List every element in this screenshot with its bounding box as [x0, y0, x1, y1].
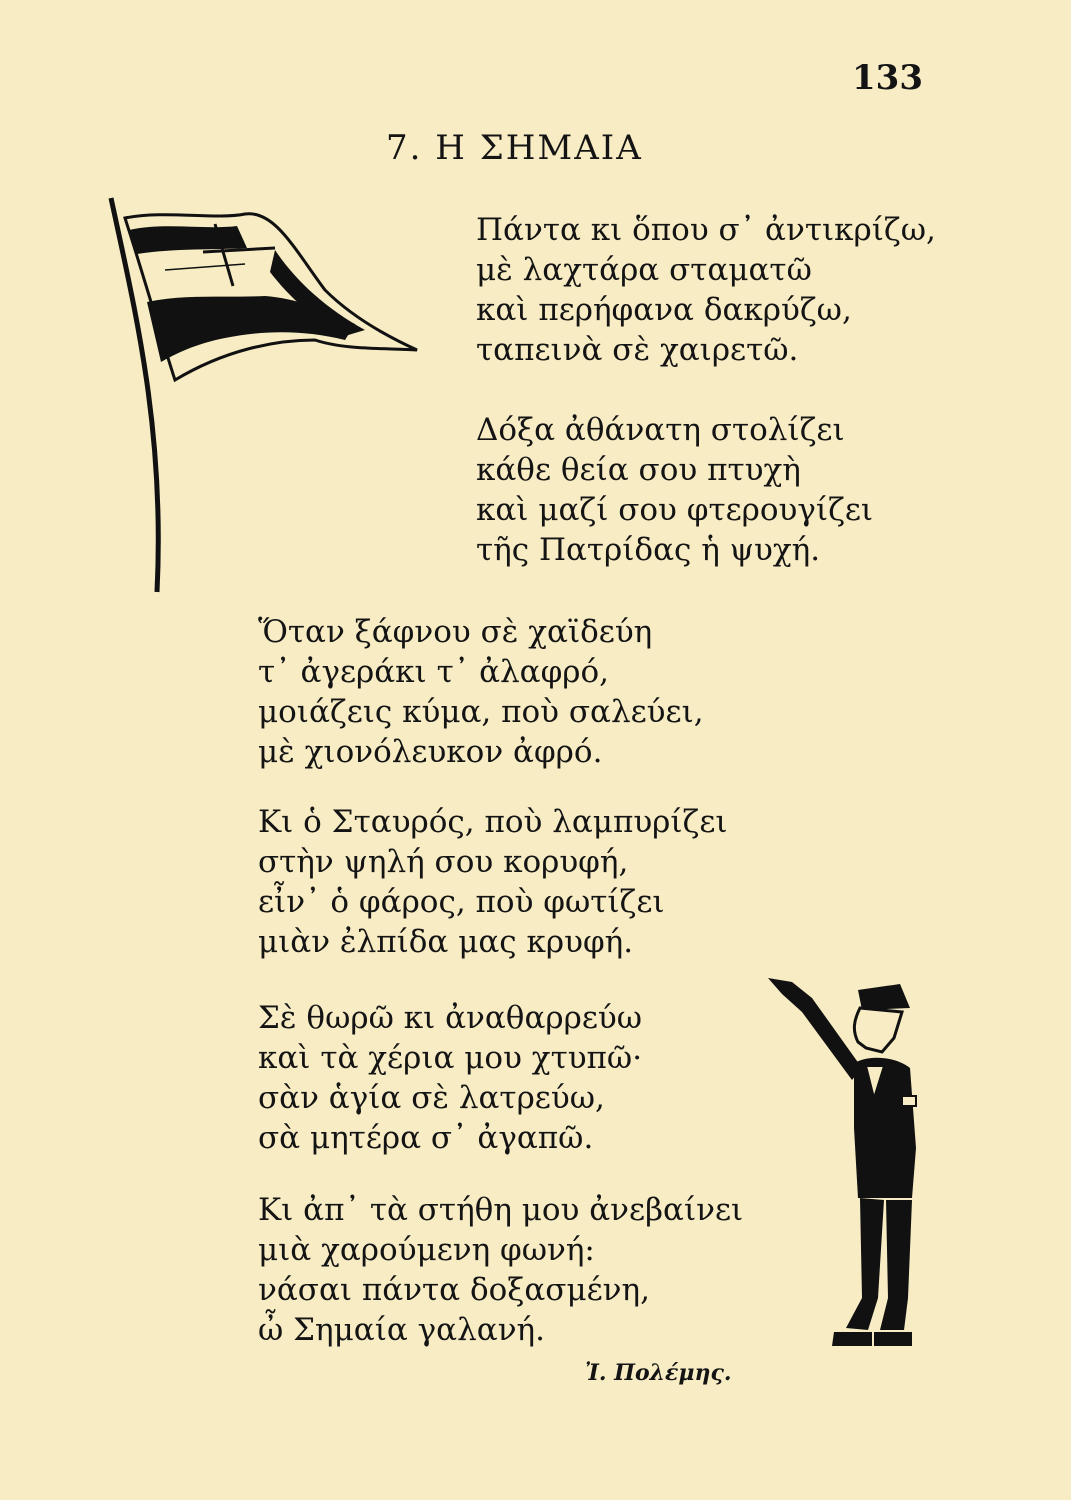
- verse-line: Ὅταν ξάφνου σὲ χαϊδεύη: [258, 614, 653, 650]
- saluting-boy-illustration: [762, 968, 922, 1368]
- verse-line: ταπεινὰ σὲ χαιρετῶ.: [476, 332, 799, 368]
- verse-line: εἶν᾽ ὁ φάρος, ποὺ φωτίζει: [258, 884, 665, 920]
- verse-line: μοιάζεις κύμα, ποὺ σαλεύει,: [258, 694, 704, 730]
- page-number: 133: [852, 58, 923, 98]
- verse-line: καὶ περήφανα δακρύζω,: [476, 292, 852, 328]
- stanza-3: [258, 612, 704, 772]
- verse-line: καὶ τὰ χέρια μου χτυπῶ·: [258, 1040, 643, 1076]
- verse-line: μιὰν ἐλπίδα μας κρυφή.: [258, 924, 634, 960]
- verse-line: καὶ μαζί σου φτερουγίζει: [476, 492, 874, 528]
- verse-line: σὰν ἁγία σὲ λατρεύω,: [258, 1080, 605, 1116]
- verse-line: σὰ μητέρα σ᾽ ἀγαπῶ.: [258, 1120, 594, 1156]
- stanza-6: [258, 1190, 743, 1350]
- verse-line: Κι ἀπ᾽ τὰ στήθη μου ἀνεβαίνει: [258, 1192, 744, 1228]
- verse-line: Πάντα κι ὅπου σ᾽ ἀντικρίζω,: [476, 212, 936, 248]
- verse-line: ὦ Σημαία γαλανή.: [258, 1312, 545, 1348]
- poem-title: 7. Η ΣΗΜΑΙΑ: [386, 128, 643, 168]
- stanza-2: [476, 410, 873, 570]
- stanza-1: [476, 210, 936, 370]
- verse-line: μὲ χιονόλευκον ἀφρό.: [258, 734, 603, 770]
- stanza-5: [258, 998, 642, 1158]
- author-signature: Ἰ. Πολέμης.: [585, 1360, 732, 1386]
- verse-line: κάθε θεία σου πτυχὴ: [476, 452, 801, 488]
- verse-line: στὴν ψηλή σου κορυφή,: [258, 844, 629, 880]
- verse-line: τ᾽ ἀγεράκι τ᾽ ἀλαφρό,: [258, 654, 610, 690]
- verse-line: μιὰ χαρούμενη φωνή:: [258, 1232, 595, 1268]
- verse-line: Κι ὁ Σταυρός, ποὺ λαμπυρίζει: [258, 804, 728, 840]
- stanza-4: [258, 802, 728, 962]
- verse-line: Δόξα ἀθάνατη στολίζει: [476, 412, 845, 448]
- flag-illustration: [105, 190, 425, 600]
- verse-line: νάσαι πάντα δοξασμένη,: [258, 1272, 650, 1308]
- verse-line: Σὲ θωρῶ κι ἀναθαρρεύω: [258, 1000, 643, 1036]
- verse-line: τῆς Πατρίδας ἡ ψυχή.: [476, 532, 821, 568]
- verse-line: μὲ λαχτάρα σταματῶ: [476, 252, 812, 288]
